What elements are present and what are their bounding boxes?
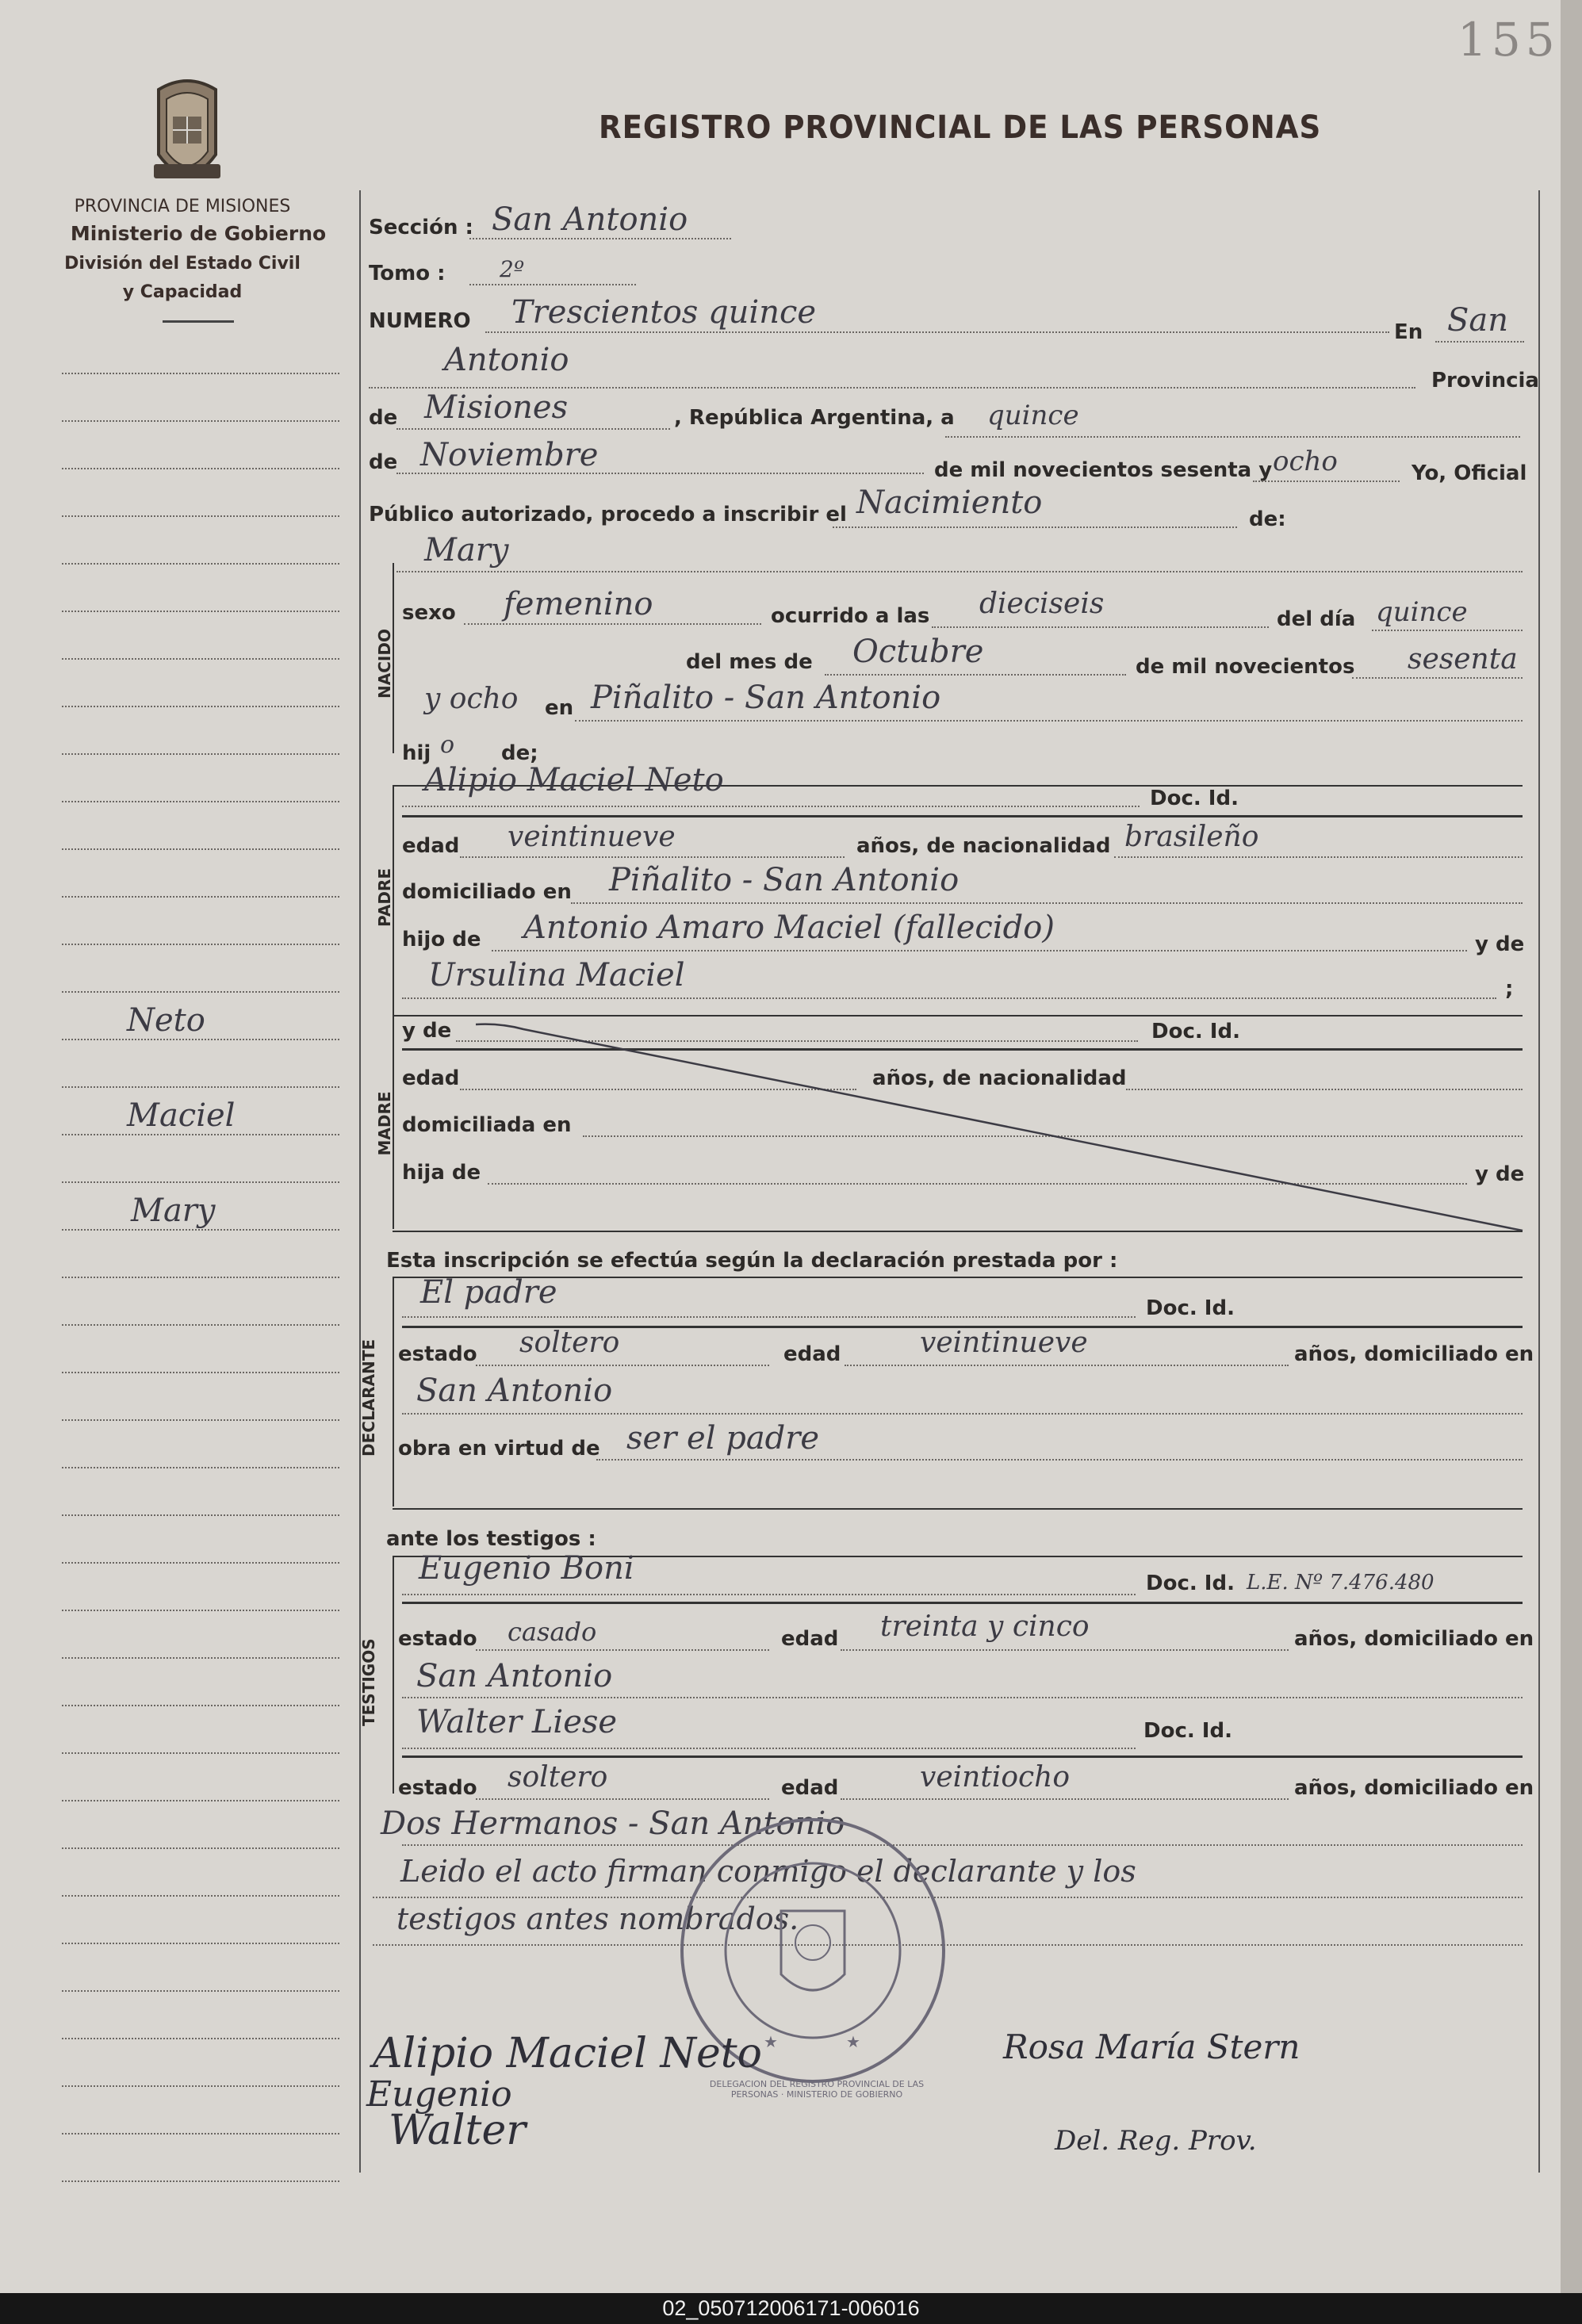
padre-nac-value: brasileño (1124, 821, 1259, 853)
padre-domicilio-value: Piñalito - San Antonio (609, 862, 960, 898)
hijo-de-label: de; (501, 741, 538, 765)
page-edge (1561, 0, 1582, 2293)
margin-dotted-line (62, 420, 339, 422)
declarante-edad-line (845, 1365, 1289, 1366)
margin-dotted-line (62, 611, 339, 612)
testigo1-doc-value: L.E. Nº 7.476.480 (1247, 1571, 1435, 1595)
tomo-value: 2º (500, 256, 524, 282)
numero-value: Trescientos quince (511, 294, 817, 331)
numero-label: NUMERO (369, 309, 471, 333)
anio-value: ocho (1273, 446, 1338, 477)
seal-text: DELEGACION DEL REGISTRO PROVINCIAL DE LAS PERSONAS · MINISTERIO DE GOBIERNO (709, 2079, 925, 2100)
nombre-line (396, 571, 1523, 572)
page-title: REGISTRO PROVINCIAL DE LAS PERSONAS (599, 109, 1322, 146)
margin-dotted-line (62, 896, 339, 898)
mes-value: Octubre (852, 634, 984, 670)
sexo-label: sexo (402, 601, 456, 625)
dia-value: quince (1376, 596, 1468, 628)
testigo1-domicilio-value: San Antonio (416, 1658, 613, 1694)
margin-dotted-line (62, 1514, 339, 1516)
padre-nac-line (1114, 856, 1523, 858)
anio-nac-line (1352, 677, 1523, 679)
declarante-obra-value: ser el padre (626, 1420, 820, 1457)
margin-dotted-line (62, 515, 339, 517)
declarante-nombre-value: El padre (420, 1274, 557, 1311)
esta-inscripcion-label: Esta inscripción se efectúa según la declaración prestada por : (386, 1249, 1118, 1273)
testigo2-edad-label: edad (781, 1776, 839, 1800)
declarante-estado-value: soltero (519, 1327, 620, 1359)
signature-oficial: Rosa María Stern (1003, 2027, 1300, 2066)
seccion-line (469, 238, 731, 239)
testigo1-anos-label: años, domiciliado en (1294, 1627, 1534, 1651)
page-number: 155 (1458, 13, 1560, 67)
margin-dotted-line (62, 2038, 339, 2039)
margin-dotted-line (62, 1943, 339, 1944)
nota-1: Leido el acto firman conmigo el declarante y los (400, 1854, 1136, 1889)
margin-dotted-line (62, 373, 339, 374)
en-lower-label: en (545, 696, 574, 720)
margin-dotted-line (62, 1467, 339, 1468)
nacido-side-label: NACIDO (375, 629, 394, 699)
en-cont-line (369, 387, 1415, 389)
en-value: San (1447, 302, 1509, 339)
division-label: División del Estado Civil (64, 254, 301, 274)
svg-text:★: ★ (846, 2032, 860, 2051)
testigo1-nombre-line (402, 1594, 1136, 1595)
margin-dotted-line (62, 1372, 339, 1373)
padre-domicilio-label: domiciliado en (402, 880, 572, 904)
madre-doc-label: Doc. Id. (1151, 1020, 1240, 1043)
testigo1-doc-rule (402, 1602, 1523, 1604)
testigo2-nombre-line (402, 1748, 1136, 1749)
tomo-line (469, 284, 636, 285)
declarante-domicilio-line (402, 1413, 1523, 1415)
margin-dotted-line (62, 1895, 339, 1897)
padre-edad-label: edad (402, 834, 460, 858)
madre-domicilio-label: domiciliada en (402, 1113, 572, 1137)
padre-nombre-value: Alipio Maciel Neto (424, 762, 724, 798)
republica-label: , República Argentina, a (674, 406, 955, 430)
hora-value: dieciseis (979, 588, 1105, 620)
madre-nac-label: años, de nacionalidad (872, 1066, 1127, 1090)
testigo1-edad-label: edad (781, 1627, 839, 1651)
header-rule (163, 320, 234, 323)
margin-dotted-line (62, 1610, 339, 1611)
margin-dotted-line (62, 706, 339, 707)
testigo1-estado-line (476, 1649, 769, 1651)
madre-side-label: MADRE (375, 1091, 394, 1156)
anio-nac-value-2: y ocho (424, 683, 519, 715)
publico-label: Público autorizado, procedo a inscribir el (369, 503, 847, 526)
declarante-edad-value: veintinueve (920, 1327, 1088, 1359)
testigo2-estado-label: estado (398, 1776, 477, 1800)
margin-dotted-line (62, 1039, 339, 1040)
declarante-estado-line (476, 1365, 769, 1366)
declarante-bracket (393, 1277, 394, 1507)
footer-code: 02_050712006171-006016 (0, 2293, 1582, 2324)
madre-top-rule (393, 1015, 1523, 1017)
madre-y-de-label-2: y de (1475, 1162, 1525, 1186)
testigo1-estado-value: casado (508, 1617, 597, 1647)
margin-dotted-line (62, 1847, 339, 1849)
margin-dotted-line (62, 2133, 339, 2134)
provincia-label: Provincia (1431, 369, 1539, 392)
testigo1-nombre-value: Eugenio Boni (419, 1550, 634, 1587)
lugar-value: Piñalito - San Antonio (591, 680, 941, 716)
declarante-obra-label: obra en virtud de (398, 1437, 600, 1461)
declarante-estado-label: estado (398, 1342, 477, 1366)
provincial-crest-icon (143, 75, 232, 194)
numero-line (485, 331, 1389, 333)
margin-dotted-line (62, 753, 339, 755)
hijo-o-value: o (440, 731, 455, 759)
hijo-label: hij (402, 741, 431, 765)
testigo2-anos-label: años, domiciliado en (1294, 1776, 1534, 1800)
margin-dotted-line (62, 1086, 339, 1088)
testigos-bracket (393, 1556, 394, 1794)
declarante-bottom-rule (393, 1508, 1523, 1510)
testigo1-domicilio-line (402, 1697, 1523, 1698)
margin-dotted-line (62, 2180, 339, 2182)
testigo2-doc-rule (402, 1755, 1523, 1758)
en-cont-value: Antonio (444, 342, 569, 378)
en-line (1435, 341, 1524, 343)
provincia-de-line (396, 428, 670, 430)
declarante-side-label: DECLARANTE (359, 1338, 378, 1457)
margin-dotted-line (62, 658, 339, 660)
nota-line-2 (373, 1944, 1523, 1946)
lugar-line (575, 720, 1523, 722)
sexo-value: femenino (504, 586, 653, 622)
testigos-side-label: TESTIGOS (359, 1638, 378, 1726)
seccion-label: Sección : (369, 216, 473, 239)
madre-void-stroke (476, 1023, 1530, 1237)
de-label-1: de (369, 406, 398, 430)
margin-dotted-line (62, 1419, 339, 1421)
testigo2-edad-value: veintiocho (920, 1761, 1071, 1794)
padre-semicolon: ; (1505, 977, 1514, 1001)
declarante-anos-label: años, domiciliado en (1294, 1342, 1534, 1366)
tomo-label: Tomo : (369, 262, 446, 285)
padre-hijo-de-label: hijo de (402, 928, 481, 951)
nota-line-1 (373, 1897, 1523, 1898)
padre-madre-value: Ursulina Maciel (428, 957, 685, 994)
en-label: En (1394, 320, 1423, 344)
declarante-obra-line (596, 1459, 1523, 1461)
testigo2-nombre-value: Walter Liese (416, 1704, 618, 1740)
signature-testigo1: Eugenio (366, 2074, 512, 2115)
provincia-de-value: Misiones (424, 389, 569, 426)
nota-2: testigos antes nombrados. (396, 1901, 799, 1936)
padre-domicilio-line (571, 902, 1523, 904)
sexo-line (464, 623, 761, 625)
margin-dotted-line (62, 1181, 339, 1183)
mes-line (825, 674, 1126, 676)
dia-inscripcion-value: quince (987, 400, 1079, 431)
margin-dotted-line (62, 1562, 339, 1564)
margin-dotted-line (62, 1134, 339, 1135)
padre-edad-value: veintinueve (508, 821, 676, 853)
testigos-label: ante los testigos : (386, 1527, 596, 1551)
padre-doc-rule (402, 815, 1523, 817)
del-dia-label: del día (1277, 607, 1356, 631)
margin-dotted-line (62, 1324, 339, 1326)
margin-dotted-line (62, 1277, 339, 1278)
seccion-value: San Antonio (492, 201, 688, 238)
division-label-2: y Capacidad (122, 282, 243, 302)
padre-edad-line (460, 856, 845, 858)
sesenta-label: de mil novecientos sesenta y (934, 458, 1273, 482)
testigo2-edad-line (841, 1798, 1289, 1800)
de-mil-label: de mil novecientos (1136, 655, 1355, 679)
acto-line (833, 526, 1237, 528)
padre-nombre-line (402, 806, 1140, 807)
dia-inscripcion-line (945, 436, 1520, 438)
anio-line (1253, 480, 1400, 482)
margin-dotted-line (62, 1657, 339, 1659)
margin-given-name: Mary (131, 1193, 216, 1229)
margin-dotted-line (62, 1990, 339, 1992)
ministry-label: Ministerio de Gobierno (70, 222, 327, 245)
frame-left (359, 190, 361, 2173)
padre-nac-label: años, de nacionalidad (856, 834, 1111, 858)
declarante-edad-label: edad (783, 1342, 841, 1366)
testigo1-estado-label: estado (398, 1627, 477, 1651)
margin-dotted-line (62, 563, 339, 565)
madre-hija-de-label: hija de (402, 1161, 481, 1185)
frame-right (1538, 190, 1540, 2173)
svg-text:★: ★ (764, 2032, 778, 2051)
testigo2-estado-value: soltero (508, 1761, 608, 1794)
signature-testigo2: Walter (389, 2107, 527, 2154)
madre-edad-label: edad (402, 1066, 460, 1090)
margin-surname-2: Maciel (127, 1097, 236, 1134)
declarante-doc-label: Doc. Id. (1146, 1296, 1235, 1320)
declarante-nombre-line (402, 1316, 1136, 1318)
margin-surname-1: Neto (127, 1002, 205, 1039)
del-mes-label: del mes de (686, 650, 813, 674)
nombre-value: Mary (424, 532, 509, 569)
anio-nac-value: sesenta (1408, 643, 1518, 676)
signature-oficial-cargo: Del. Reg. Prov. (1055, 2125, 1257, 2157)
signature-declarante: Alipio Maciel Neto (373, 2030, 762, 2077)
declarante-domicilio-value: San Antonio (416, 1373, 613, 1409)
margin-dotted-line (62, 1705, 339, 1706)
acto-value: Nacimiento (856, 484, 1043, 521)
testigo1-doc-label: Doc. Id. (1146, 1572, 1235, 1595)
padre-y-de-label: y de (1475, 932, 1525, 956)
margin-dotted-line (62, 1229, 339, 1231)
testigo1-edad-line (841, 1649, 1289, 1651)
padre-doc-label: Doc. Id. (1150, 787, 1239, 810)
margin-dotted-line (62, 1800, 339, 1801)
testigo2-estado-line (476, 1798, 769, 1800)
padre-side-label: PADRE (375, 868, 394, 927)
padre-madre-line (402, 997, 1496, 999)
testigo2-domicilio-value: Dos Hermanos - San Antonio (381, 1805, 845, 1842)
de-colon-label: de: (1249, 507, 1286, 531)
testigo2-domicilio-line (402, 1844, 1523, 1846)
margin-dotted-line (62, 944, 339, 945)
margin-dotted-line (62, 991, 339, 993)
hora-line (932, 626, 1269, 628)
declarante-top-rule (393, 1277, 1523, 1278)
dia-line (1372, 630, 1523, 631)
de-label-2: de (369, 450, 398, 474)
margin-dotted-line (62, 1752, 339, 1754)
mes-inscripcion-value: Noviembre (420, 437, 599, 473)
yo-oficial-label: Yo, Oficial (1412, 461, 1527, 485)
margin-dotted-line (62, 468, 339, 469)
padre-hijo-de-value: Antonio Amaro Maciel (fallecido) (523, 909, 1055, 946)
testigo2-doc-label: Doc. Id. (1143, 1719, 1232, 1743)
madre-bottom-rule (393, 1231, 1523, 1232)
ocurrido-label: ocurrido a las (771, 604, 930, 628)
margin-dotted-line (62, 801, 339, 802)
padre-hijo-de-line (492, 950, 1467, 951)
madre-y-de-label: y de (402, 1019, 452, 1043)
testigo1-edad-value: treinta y cinco (880, 1610, 1090, 1643)
province-label: PROVINCIA DE MISIONES (74, 197, 291, 216)
margin-dotted-line (62, 2085, 339, 2087)
margin-dotted-line (62, 848, 339, 850)
